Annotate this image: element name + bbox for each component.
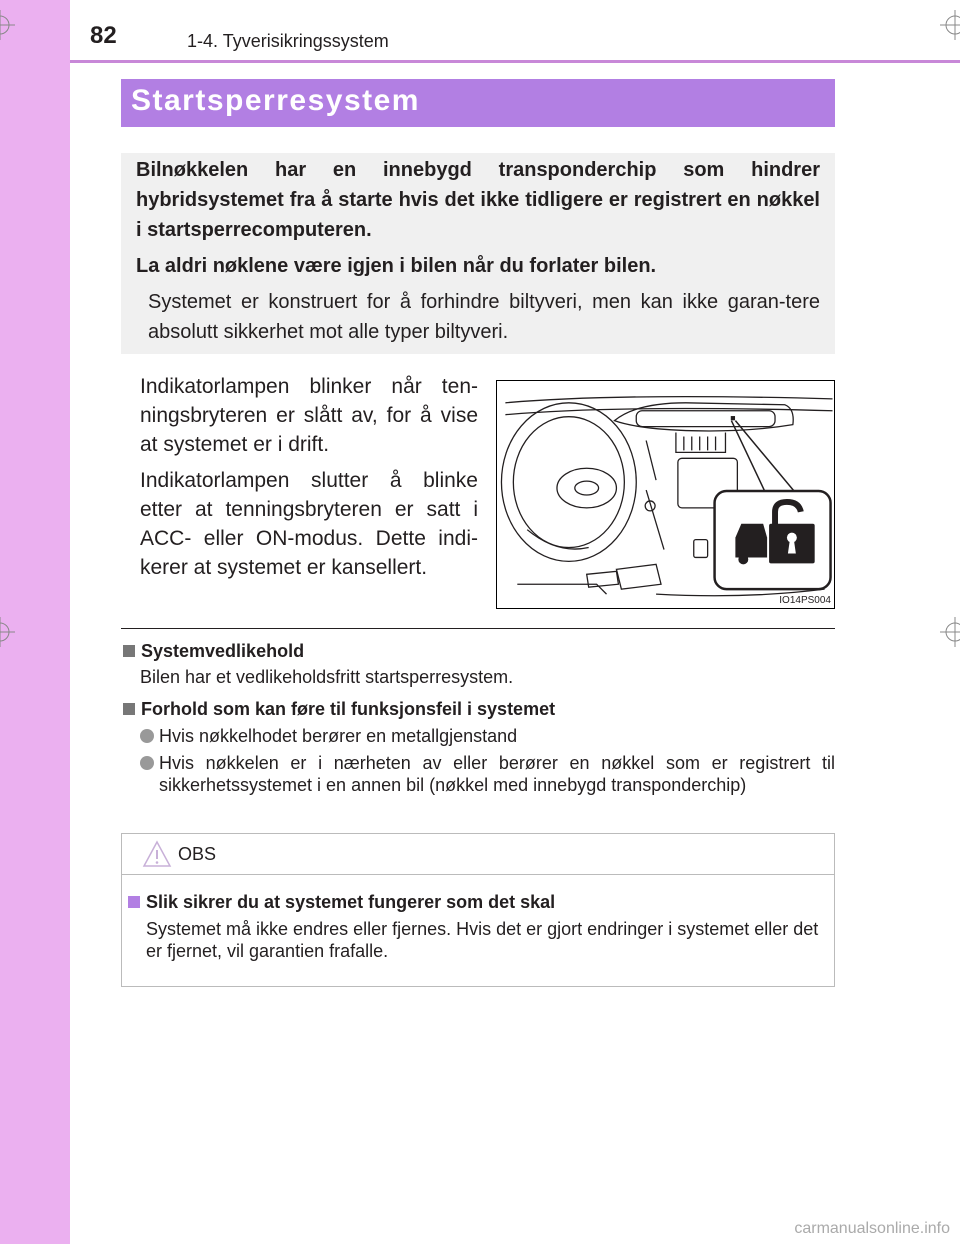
page-number: 82 [90,22,117,49]
indicator-paragraph-2: Indikatorlampen slutter å blinke etter at tenningsbryteren er satt i ACC- eller ON-modus. Dette indi-kerer at systemet er kansellert. [140,469,478,579]
note-heading-2 [123,698,835,720]
intro-box [121,153,835,354]
bullet-text-2: Hvis nøkkelen er i nærheten av eller berører en nøkkel som er registrert til sikkerhetssystemet i en annen bil (nøkkel med innebygd transponderchip) [159,753,835,795]
circle-bullet-icon [140,729,154,743]
obs-title: Slik sikrer du at systemet fungerer som det skal [146,892,556,912]
notes-section [123,640,835,796]
intro-bold-2: La aldri nøklene være igjen i bilen når du forlater bilen. [136,255,657,277]
obs-label: OBS [178,844,217,864]
circle-bullet-icon [140,756,154,770]
intro-normal: Systemet er konstruert for å forhindre biltyveri, men kan ikke garan-tere absolutt sikkerhet mot alle typer biltyveri. [148,291,820,343]
registration-mark-icon [0,617,15,647]
obs-text: Systemet må ikke endres eller fjernes. Hvis det er gjort endringer i systemet eller det er fjernet, vil garantien frafalle. [146,919,819,961]
note-heading-1 [123,640,835,662]
square-bullet-icon [128,896,140,908]
note-title-1: Systemvedlikehold [141,641,305,661]
separator-rule [121,628,835,629]
note-title-2: Forhold som kan føre til funksjonsfeil i systemet [141,699,556,719]
square-bullet-icon [123,645,135,657]
footer-watermark: carmanualsonline.info [794,1220,950,1237]
obs-warning-box [121,833,835,987]
note-text-1: Bilen har et vedlikeholdsfritt startsperresystem. [140,667,514,687]
obs-header [122,834,834,875]
obs-body [122,875,834,962]
warning-triangle-icon [142,840,172,868]
registration-mark-icon [940,617,960,647]
intro-bold-1: Bilnøkkelen har en innebygd transponderchip som hindrer hybridsystemet fra å starte hvis det ikke tidligere er registrert en nøkkel i startsperrecomputeren. [136,159,820,241]
registration-mark-icon [0,10,15,40]
list-item [140,752,835,796]
section-title-bar [121,79,835,127]
dashboard-illustration [496,380,835,609]
indicator-text [140,372,478,589]
running-header: 1-4. Tyverisikringssystem [187,31,389,51]
section-title: Startsperresystem [131,84,420,117]
dashboard-drawing [497,381,834,608]
obs-title-line [128,891,834,913]
bullet-text-1: Hvis nøkkelhodet berører en metallgjenstand [159,726,518,746]
indicator-paragraph-1: Indikatorlampen blinker når ten-ningsbryteren er slått av, for å vise at systemet er i drift. [140,375,478,456]
list-item [140,725,835,747]
header-rule [70,60,960,63]
registration-mark-icon [940,10,960,40]
square-bullet-icon [123,703,135,715]
figure-code: IO14PS004 [779,595,831,606]
